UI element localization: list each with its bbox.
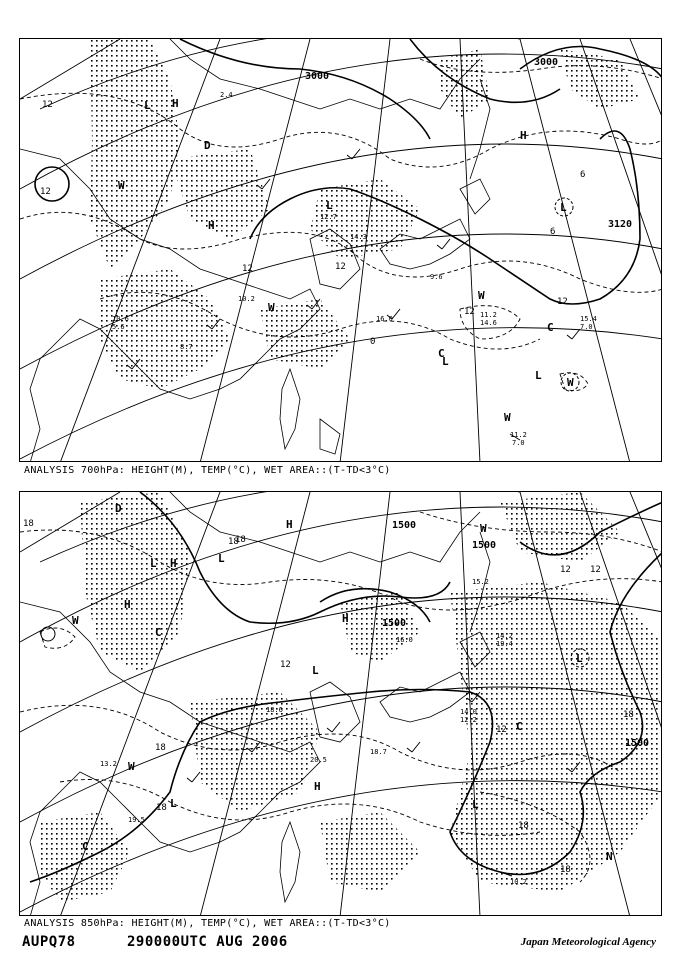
pressure-center: C bbox=[438, 347, 445, 360]
pressure-center: W bbox=[118, 179, 125, 192]
station-value: 14.3 bbox=[350, 233, 367, 241]
temp-label: 12 bbox=[496, 725, 507, 735]
station-value: 19.5 bbox=[128, 816, 145, 824]
pressure-center: W bbox=[268, 301, 275, 314]
pressure-center: W bbox=[478, 289, 485, 302]
valid-time: 290000UTC AUG 2006 bbox=[127, 934, 288, 950]
pressure-center: C bbox=[516, 720, 523, 733]
pressure-center: L bbox=[150, 557, 157, 570]
station-value: 14.6 bbox=[480, 319, 497, 327]
caption-700hpa: ANALYSIS 700hPa: HEIGHT(M), TEMP(°C), WET AREA::(T-TD<3°C) bbox=[24, 465, 391, 476]
height-label: 1500 bbox=[625, 738, 650, 749]
temp-label: 0 bbox=[370, 337, 376, 347]
temp-label: 6 bbox=[550, 227, 556, 237]
station-value: 9.6 bbox=[430, 273, 443, 281]
pressure-center: W bbox=[504, 411, 511, 424]
pressure-center: D bbox=[204, 139, 211, 152]
temp-label: 18 bbox=[228, 537, 239, 547]
temp-label: 12 bbox=[464, 307, 475, 317]
temp-label: 12 bbox=[280, 660, 291, 670]
station-value: 5.6 bbox=[112, 323, 125, 331]
station-value: 15.4 bbox=[580, 315, 597, 323]
temp-label: 12 bbox=[335, 262, 346, 272]
pressure-center: W bbox=[567, 376, 574, 389]
temp-label: 18 bbox=[623, 710, 634, 720]
temp-label: 6 bbox=[580, 170, 586, 180]
caption-850hpa: ANALYSIS 850hPa: HEIGHT(M), TEMP(°C), WET AREA::(T-TD<3°C) bbox=[24, 918, 391, 929]
station-value: 11.2 bbox=[510, 431, 527, 439]
pressure-center: C bbox=[547, 321, 554, 334]
pressure-center: L bbox=[535, 369, 542, 382]
temp-label: 18 bbox=[560, 865, 571, 875]
chart-850hpa bbox=[19, 491, 662, 916]
temp-label: 12 bbox=[40, 187, 51, 197]
pressure-center: W bbox=[72, 614, 79, 627]
station-value: 7.0 bbox=[580, 323, 593, 331]
pressure-center: L bbox=[218, 552, 225, 565]
pressure-center: L bbox=[472, 798, 479, 811]
station-value: 15.2 bbox=[472, 578, 489, 586]
station-value: 16.0 bbox=[376, 315, 393, 323]
station-value: 16.0 bbox=[396, 636, 413, 644]
pressure-center: D bbox=[115, 502, 122, 515]
pressure-center: H bbox=[286, 518, 293, 531]
temp-label: 18 bbox=[156, 803, 167, 813]
pressure-center: L bbox=[170, 797, 177, 810]
chart-code: AUPQ78 bbox=[22, 934, 76, 950]
pressure-center: L bbox=[312, 664, 319, 677]
pressure-center: H bbox=[124, 598, 131, 611]
height-label: 3120 bbox=[608, 219, 633, 230]
station-value: 14.0 bbox=[460, 708, 477, 716]
temp-label: 18 bbox=[23, 519, 34, 529]
pressure-center: C bbox=[82, 840, 89, 853]
station-value: 20.5 bbox=[310, 756, 327, 764]
station-value: 8.7 bbox=[180, 343, 193, 351]
pressure-center: H bbox=[314, 780, 321, 793]
pressure-center: H bbox=[170, 557, 177, 570]
station-value: 12.7 bbox=[320, 213, 337, 221]
station-value: 19.4 bbox=[496, 640, 513, 648]
station-value: 10.2 bbox=[238, 295, 255, 303]
pressure-center: H bbox=[342, 612, 349, 625]
pressure-center: H bbox=[172, 97, 179, 110]
station-value: 7.0 bbox=[512, 439, 525, 447]
pressure-center: L bbox=[576, 652, 583, 665]
height-label: 3000 bbox=[305, 71, 330, 82]
pressure-center: W bbox=[128, 760, 135, 773]
station-value: 10.6 bbox=[112, 315, 129, 323]
map-850hpa-canvas bbox=[20, 492, 662, 916]
pressure-center: L bbox=[326, 199, 333, 212]
pressure-center: N bbox=[606, 850, 613, 863]
station-value: 12.2 bbox=[460, 716, 477, 724]
temp-label: 12 bbox=[590, 565, 601, 575]
height-label: 1500 bbox=[472, 540, 497, 551]
height-label: 1500 bbox=[392, 520, 417, 531]
height-label: 1500 bbox=[382, 618, 407, 629]
chart-700hpa bbox=[19, 38, 662, 462]
temp-label: 12 bbox=[242, 264, 253, 274]
pressure-center: C bbox=[155, 626, 162, 639]
pressure-center: L bbox=[144, 99, 151, 112]
station-value: 10.2 bbox=[510, 878, 527, 886]
station-value: 13.2 bbox=[100, 760, 117, 768]
temp-label: 12 bbox=[42, 100, 53, 110]
temp-label: 18 bbox=[518, 821, 529, 831]
pressure-center: L bbox=[560, 201, 567, 214]
station-value: 18.7 bbox=[370, 748, 387, 756]
station-value: 2.4 bbox=[220, 91, 233, 99]
temp-label: 12 bbox=[560, 565, 571, 575]
pressure-center: W bbox=[480, 522, 487, 535]
station-value: 11.2 bbox=[480, 311, 497, 319]
map-700hpa-canvas bbox=[20, 39, 662, 462]
temp-label: 18 bbox=[235, 535, 246, 545]
station-value: 18.6 bbox=[266, 706, 283, 714]
temp-label: 12 bbox=[557, 297, 568, 307]
agency-name: Japan Meteorological Agency bbox=[520, 936, 656, 948]
pressure-center: L bbox=[442, 355, 449, 368]
height-label: 3000 bbox=[534, 57, 559, 68]
temp-label: 18 bbox=[155, 743, 166, 753]
pressure-center: H bbox=[520, 129, 527, 142]
station-value: 14.2 bbox=[496, 632, 513, 640]
pressure-center: H bbox=[208, 219, 215, 232]
wet-areas bbox=[40, 492, 662, 902]
